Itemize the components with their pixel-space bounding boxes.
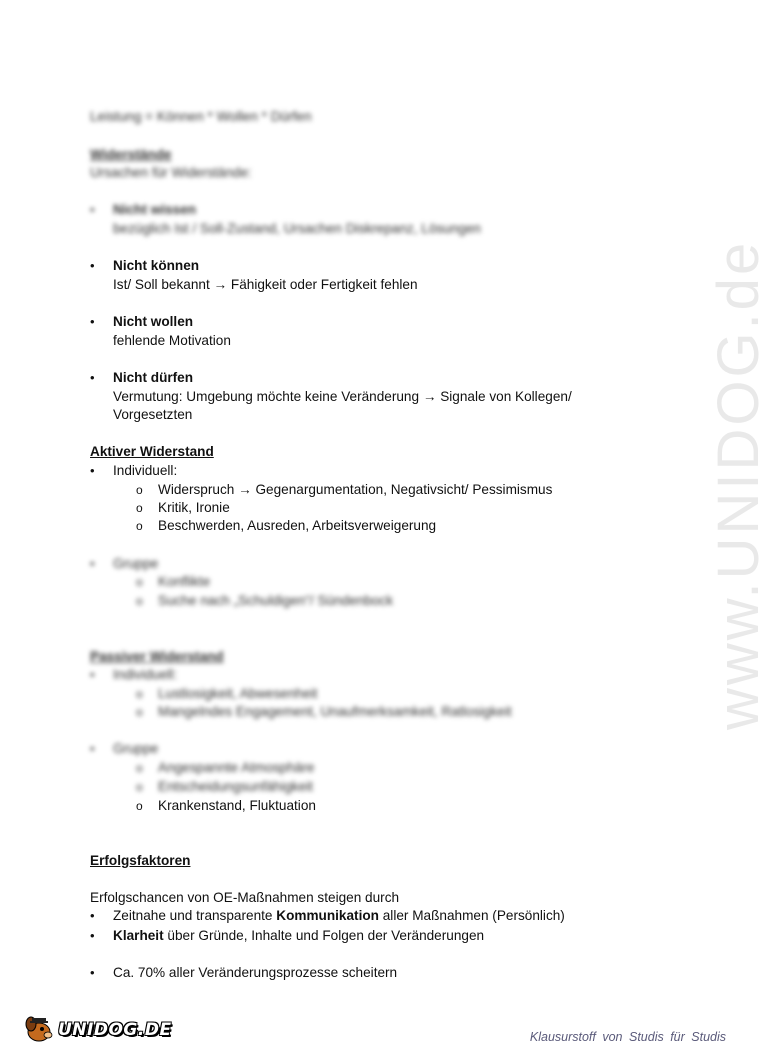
bullet-icon: • <box>90 556 95 571</box>
item-part-a: Widerspruch <box>158 482 235 497</box>
bullet-icon: • <box>90 928 95 943</box>
erfolg-item-1 <box>113 907 565 925</box>
arrow-right-icon: → <box>422 389 437 404</box>
passiv-grp-item-1: Angespannte Atmosphäre <box>158 760 315 775</box>
desc-part-b: Fähigkeit oder Fertigkeit fehlen <box>230 277 418 292</box>
item-bold: Kommunikation <box>276 908 379 923</box>
bullet-icon: • <box>90 258 95 273</box>
passiv-ind-item-2: Mangelndes Engagement, Unaufmerksamkeit, Ratlosigkeit <box>158 704 512 719</box>
item-text: über Gründe, Inhalte und Folgen der Veränderungen <box>167 928 485 943</box>
bullet-icon: • <box>90 908 95 923</box>
erfolg-intro: Erfolgschancen von OE-Maßnahmen steigen durch <box>90 890 400 905</box>
desc-part-a: Vermutung: Umgebung möchte keine Veränderung <box>113 389 420 404</box>
circle-bullet-icon: o <box>136 519 143 533</box>
item-nicht-koennen-title: Nicht können <box>113 258 200 273</box>
circle-bullet-icon: o <box>136 501 143 515</box>
item-text: Zeitnahe und transparente <box>113 908 273 923</box>
item-nicht-duerfen-desc-cont: Vorgesetzten <box>113 407 193 422</box>
erfolg-item-3: Ca. 70% aller Veränderungsprozesse scheitern <box>113 965 398 980</box>
bullet-icon: • <box>90 314 95 329</box>
footer-tagline: Klausurstoff von Studis für Studis <box>529 1030 726 1044</box>
item-nicht-wissen-title: Nicht wissen <box>113 202 197 217</box>
aktiv-ind-item-1 <box>158 481 552 499</box>
aktiv-ind-item-2: Kritik, Ironie <box>158 500 230 515</box>
item-part-b: Gegenargumentation, Negativsicht/ Pessimismus <box>255 482 553 497</box>
watermark: www.UNIDOG.de <box>706 239 771 730</box>
dog-icon <box>22 1014 56 1044</box>
circle-bullet-icon: o <box>136 594 143 608</box>
formula-line: Leistung = Können * Wollen * Dürfen <box>90 109 312 124</box>
passiv-grp-item-2: Entscheidungsunfähigkeit <box>158 779 313 794</box>
item-nicht-wollen-desc: fehlende Motivation <box>113 333 231 348</box>
item-text: aller Maßnahmen (Persönlich) <box>382 908 565 923</box>
widerstaende-sub: Ursachen für Widerstände: <box>90 165 252 180</box>
circle-bullet-icon: o <box>136 687 143 701</box>
circle-bullet-icon: o <box>136 575 143 589</box>
bullet-icon: • <box>90 741 95 756</box>
desc-part-a: Ist/ Soll bekannt <box>113 277 210 292</box>
arrow-right-icon: → <box>238 482 252 497</box>
item-nicht-wissen-desc: bezüglich Ist / Soll-Zustand, Ursachen Diskrepanz, Lösungen <box>113 221 481 236</box>
circle-bullet-icon: o <box>136 761 143 775</box>
arrow-right-icon: → <box>213 277 228 292</box>
aktiv-individuell: Individuell: <box>113 463 178 478</box>
erfolg-item-2 <box>113 927 484 945</box>
item-nicht-wollen-title: Nicht wollen <box>113 314 194 329</box>
aktiv-ind-item-3: Beschwerden, Ausreden, Arbeitsverweigerung <box>158 518 437 533</box>
passiv-gruppe: Gruppe <box>113 741 159 756</box>
bullet-icon: • <box>90 202 95 217</box>
aktiv-heading: Aktiver Widerstand <box>90 444 214 459</box>
aktiv-grp-item-2: Suche nach „Schuldigen“/ Sündenbock <box>158 593 394 608</box>
desc-part-b: Signale von Kollegen/ <box>440 389 572 404</box>
widerstaende-heading: Widerstände <box>90 147 172 162</box>
bullet-icon: • <box>90 965 95 980</box>
item-nicht-koennen-desc <box>113 276 418 294</box>
passiv-individuell: Individuell: <box>113 667 178 682</box>
circle-bullet-icon: o <box>136 799 143 813</box>
passiv-heading: Passiver Widerstand <box>90 649 224 664</box>
item-nicht-duerfen-desc <box>113 388 572 406</box>
bullet-icon: • <box>90 463 95 478</box>
logo-text: UNIDOG.DE <box>58 1020 172 1040</box>
passiv-grp-item-3: Krankenstand, Fluktuation <box>158 798 316 813</box>
passiv-ind-item-1: Lustlosigkeit, Abwesenheit <box>158 686 318 701</box>
unidog-logo[interactable] <box>22 1012 172 1052</box>
item-nicht-duerfen-title: Nicht dürfen <box>113 370 194 385</box>
circle-bullet-icon: o <box>136 705 143 719</box>
circle-bullet-icon: o <box>136 780 143 794</box>
circle-bullet-icon: o <box>136 483 143 497</box>
bullet-icon: • <box>90 667 95 682</box>
aktiv-gruppe: Gruppe <box>113 556 159 571</box>
aktiv-grp-item-1: Konflikte <box>158 574 211 589</box>
bullet-icon: • <box>90 370 95 385</box>
erfolg-heading: Erfolgsfaktoren <box>90 853 191 868</box>
item-bold: Klarheit <box>113 928 164 943</box>
